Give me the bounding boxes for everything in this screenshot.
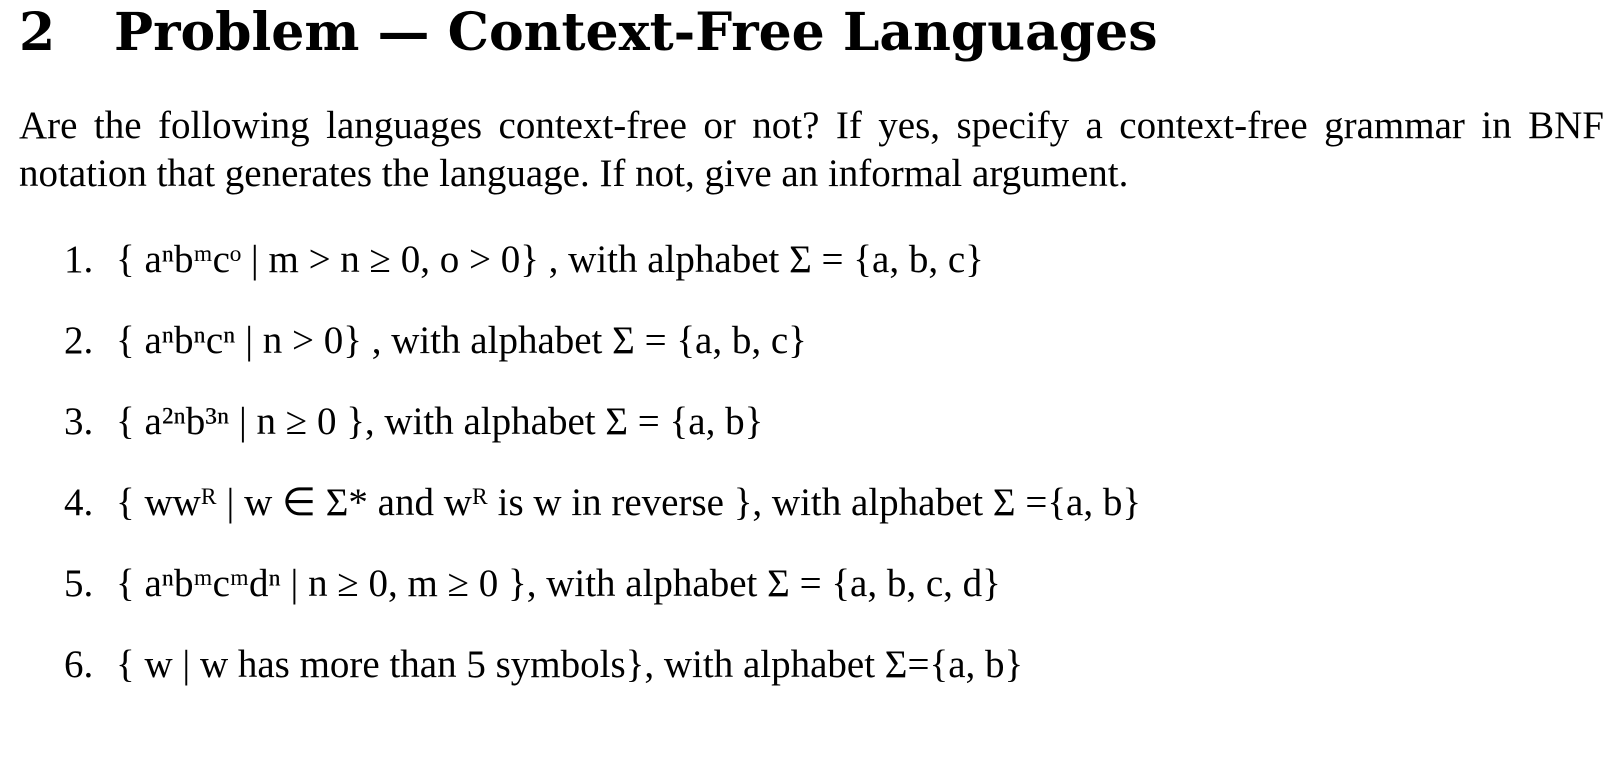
problem-item — [64, 479, 1141, 560]
problem-item — [64, 641, 1141, 722]
item-text: { wwᴿ | w ∈ Σ* and wᴿ is w in reverse }, with alphabet Σ ={a, b} — [116, 481, 1142, 524]
item-text: { w | w has more than 5 symbols}, with alphabet Σ={a, b} — [116, 643, 1024, 686]
problem-item — [64, 317, 1141, 398]
item-number: 2. — [64, 319, 94, 362]
item-text: { aⁿbᵐcᵐdⁿ | n ≥ 0, m ≥ 0 }, with alphabet Σ = {a, b, c, d} — [116, 562, 1001, 605]
section-title: Problem — Context-Free Languages — [114, 2, 1158, 63]
problem-item — [64, 398, 1141, 479]
intro-paragraph: Are the following languages context-free or not? If yes, specify a context-free grammar in BNF notation that generates the language. If not, give an informal argument. — [19, 104, 1604, 195]
item-number: 6. — [64, 643, 94, 686]
item-text: { aⁿbⁿcⁿ | n > 0} , with alphabet Σ = {a, b, c} — [116, 319, 807, 362]
item-number: 1. — [64, 238, 94, 281]
problem-item — [64, 236, 1141, 317]
item-number: 3. — [64, 400, 94, 443]
item-number: 4. — [64, 481, 94, 524]
section-heading — [19, 0, 1158, 66]
section-number: 2 — [19, 2, 56, 63]
problem-list — [64, 236, 1141, 722]
problem-item — [64, 560, 1141, 641]
item-number: 5. — [64, 562, 94, 605]
item-text: { a²ⁿb³ⁿ | n ≥ 0 }, with alphabet Σ = {a, b} — [116, 400, 764, 443]
item-text: { aⁿbᵐcᵒ | m > n ≥ 0, o > 0} , with alphabet Σ = {a, b, c} — [116, 238, 984, 281]
